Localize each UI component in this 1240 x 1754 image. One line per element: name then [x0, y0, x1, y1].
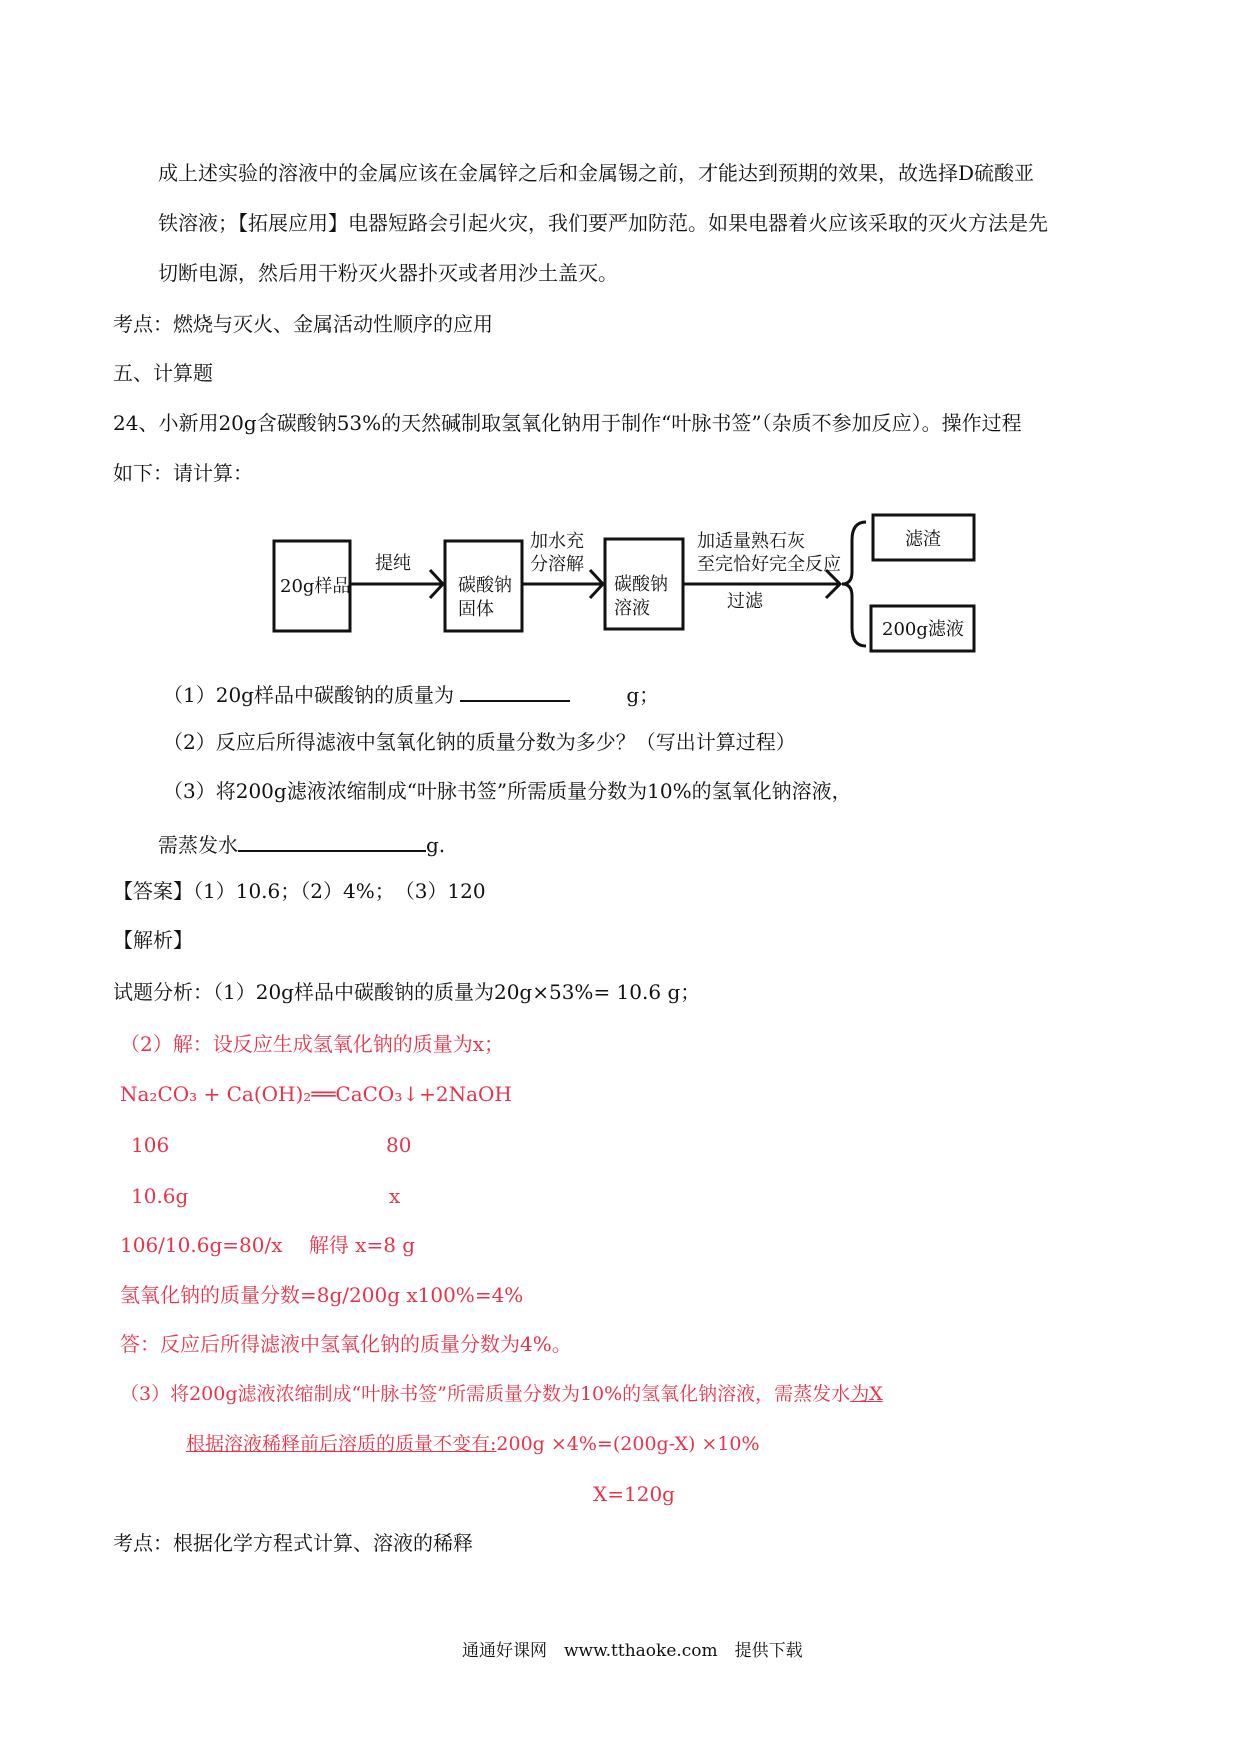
ratio-top-left: 106 [131, 1133, 170, 1157]
label-solution-1: 碳酸钠 [614, 574, 668, 595]
solution-line: （2）解：设反应生成氢氧化钠的质量为x； [120, 1032, 505, 1056]
chemical-equation: Na₂CO₃ + Ca(OH)₂══CaCO₃↓+2NaOH [120, 1082, 512, 1106]
text-line: 成上述实验的溶液中的金属应该在金属锌之后和金属锡之前，才能达到预期的效果，故选择D硫酸亚 [158, 161, 1035, 185]
label-react-1: 加适量熟石灰 [697, 531, 805, 552]
solution-line [120, 1385, 883, 1404]
r9-equation: 200g ×4%=(200g-X) ×10% [496, 1433, 760, 1455]
analysis-line: 试题分析：（1）20g样品中碳酸钠的质量为20g×53%= 10.6 g； [113, 980, 701, 1004]
solution-line [186, 1435, 760, 1454]
label-filter: 过滤 [727, 591, 763, 612]
question-3-blank [158, 832, 445, 855]
r9-underlined: 根据溶液稀释前后溶质的质量不变有: [186, 1433, 497, 1455]
ratio-top-right: 80 [386, 1133, 412, 1157]
text-line: 铁溶液；【拓展应用】电器短路会引起火灾，我们要严加防范。如果电器着火应该采取的灭火方法是先 [158, 211, 1048, 235]
footer: 通通好课网 www.tthaoke.com 提供下载 [462, 1641, 803, 1661]
ratio-bottom-left: 10.6g [131, 1184, 189, 1208]
r8-text: （3）将200g滤液浓缩制成“叶脉书签”所需质量分数为10%的氢氧化钠溶液，需蒸发水 [120, 1383, 851, 1405]
answer: 【答案】（1）10.6；（2）4%； （3）120 [113, 879, 486, 903]
label-purify: 提纯 [375, 553, 411, 574]
label-sample: 20g样品 [280, 576, 351, 597]
q3-unit: g. [426, 833, 446, 857]
question-3: （3）将200g滤液浓缩制成“叶脉书签”所需质量分数为10%的氢氧化钠溶液， [163, 779, 852, 803]
solution-line: 106/10.6g=80/x 解得 x=8 g [120, 1233, 416, 1257]
question-text: 如下：请计算： [113, 461, 253, 485]
analysis-heading: 【解析】 [113, 928, 193, 952]
answer-blank [460, 682, 570, 702]
ratio-bottom-right: x [389, 1184, 401, 1208]
label-dissolve-2: 分溶解 [530, 554, 584, 575]
solution-line: 氢氧化钠的质量分数=8g/200g x100%=4% [120, 1283, 524, 1307]
label-residue: 滤渣 [905, 529, 941, 550]
label-solid-1: 碳酸钠 [458, 575, 512, 596]
question-text: 24、小新用20g含碳酸钠53%的天然碱制取氢氧化钠用于制作“叶脉书签”（杂质不参加反应）。操作过程 [113, 411, 1022, 435]
exam-point: 考点：根据化学方程式计算、溶液的稀释 [113, 1531, 473, 1555]
section-title: 五、计算题 [113, 361, 213, 385]
text-line: 切断电源，然后用干粉灭火器扑灭或者用沙土盖灭。 [158, 261, 618, 285]
answer-blank [238, 832, 426, 852]
label-solution-2: 溶液 [614, 598, 650, 619]
process-diagram [0, 0, 1240, 700]
r8-underlined: 为X [850, 1383, 883, 1405]
q3-text: 需蒸发水 [158, 833, 238, 857]
solution-result: X=120g [593, 1482, 675, 1506]
q1-text: （1）20g样品中碳酸钠的质量为 [163, 683, 454, 707]
label-solid-2: 固体 [458, 599, 494, 620]
question-1 [163, 682, 659, 705]
solution-line: 答：反应后所得滤液中氢氧化钠的质量分数为4%。 [120, 1332, 572, 1356]
q1-unit: g； [626, 683, 660, 707]
label-react-2: 至完恰好完全反应 [697, 554, 841, 575]
label-filtrate: 200g滤液 [882, 619, 964, 640]
exam-point: 考点：燃烧与灭火、金属活动性顺序的应用 [113, 312, 493, 336]
label-dissolve-1: 加水充 [530, 531, 584, 552]
question-2: （2）反应后所得滤液中氢氧化钠的质量分数为多少？（写出计算过程） [163, 730, 796, 754]
